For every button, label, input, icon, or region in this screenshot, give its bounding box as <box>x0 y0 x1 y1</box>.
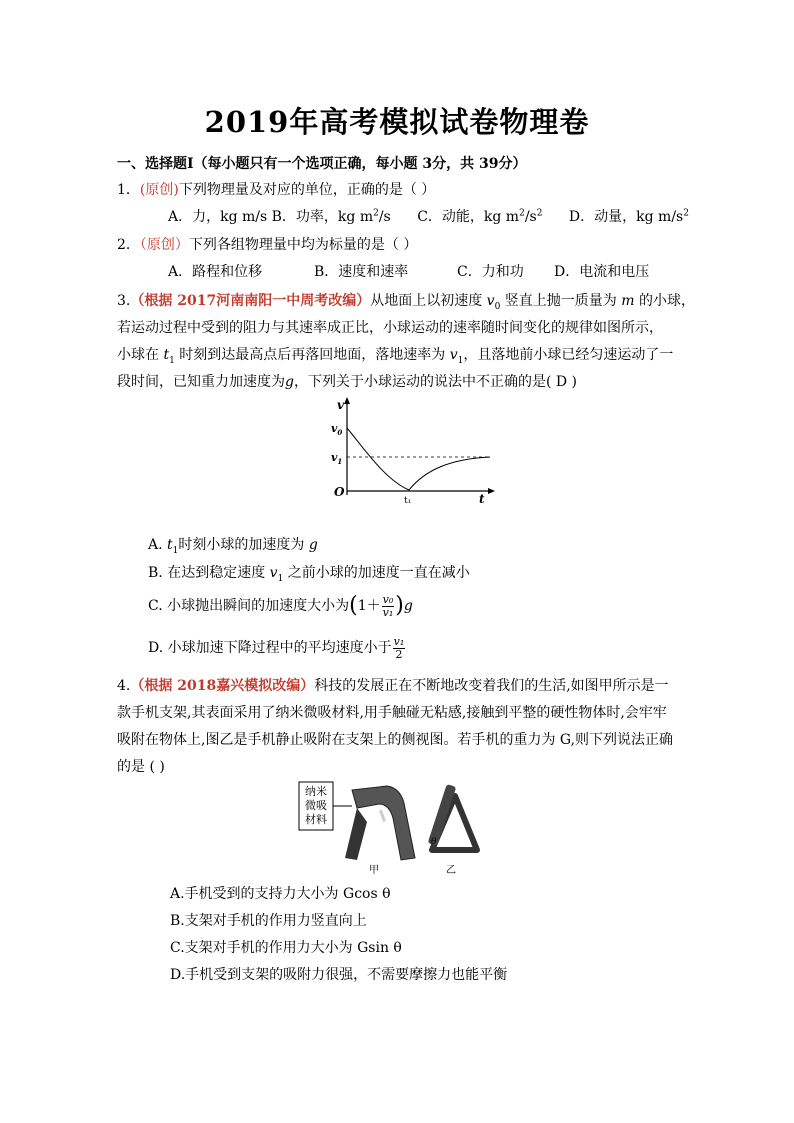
page-title: 2019年高考模拟试卷物理卷 <box>204 105 590 139</box>
q4-option-c: C.支架对手机的作用力大小为 Gsin θ <box>170 940 402 956</box>
q3-source: （根据 2017河南南阳一中周考改编） <box>130 293 371 309</box>
graph-y-label: v <box>337 398 344 412</box>
q2-option-b: B．速度和速率 <box>314 264 409 280</box>
figure-caption-yi: 乙 <box>446 865 456 876</box>
q3-line-3: 小球在 $t_1$ 时刻到达最高点后再落回地面，落地速率为 $v_1$，且落地前小球已经匀速运动了一 <box>117 347 674 366</box>
q1-option-c: C．动能，kg $m^2/s^2$ <box>417 208 543 225</box>
q3-velocity-graph <box>325 395 500 507</box>
q3-line-1: 3.（根据 2017河南南阳一中周考改编）从地面上以初速度 $v_0$ 竖直上抛一质量为 m 的小球， <box>117 293 695 312</box>
q2-text: 下列各组物理量中均为标量的是（ ） <box>188 237 418 253</box>
q3-number: 3. <box>117 293 131 309</box>
q4-line-2: 款手机支架,其表面采用了纳米微吸材料,用手触碰无粘感,接触到平整的硬性物体时,会牢牢 <box>117 705 667 721</box>
q3-line-2: 若运动过程中受到的阻力与其速率成正比，小球运动的速率随时间变化的规律如图所示， <box>117 320 663 336</box>
q4-line-4: 的是 ( ) <box>117 759 165 775</box>
figure-caption-jia: 甲 <box>369 865 379 876</box>
q3-option-c: C. 小球抛出瞬间的加速度大小为 ( 1＋ $\frac{\text{v₀}}{\text{v₁}}$ ) g <box>148 592 413 619</box>
q1-source: (原创) <box>139 182 179 198</box>
q1-options <box>168 208 689 226</box>
phone-stand-back <box>345 808 367 860</box>
graph-v0-label: $v_0$ <box>331 422 343 437</box>
q3-line-4: 段时间，已知重力加速度为g，下列关于小球运动的说法中不正确的是( D ) <box>117 374 578 390</box>
q2-source: （原创） <box>139 237 189 253</box>
q1-stem <box>117 181 435 199</box>
q1-option-a: A．力，kg m/s <box>168 209 268 225</box>
q3-option-b: B. 在达到稳定速度 $v_1$ 之前小球的加速度一直在减小 <box>148 565 470 584</box>
graph-x-label: t <box>479 492 485 506</box>
q4-line-1: 4.（根据 2018嘉兴模拟改编）科技的发展正在不断地改变着我们的生活,如图甲所示是一 <box>117 678 669 694</box>
angle-theta-label: θ <box>431 837 437 847</box>
q2-option-a: A．路程和位移 <box>168 264 263 280</box>
stand-slot <box>379 810 386 822</box>
svg-text:纳米: 纳米 <box>305 785 327 798</box>
graph-origin-label: O <box>334 485 345 499</box>
q4-option-a: A.手机受到的支持力大小为 Gcos θ <box>170 886 391 902</box>
q4-source: （根据 2018嘉兴模拟改编） <box>130 678 315 694</box>
q1-number: 1． <box>117 182 140 198</box>
section-heading: 一、选择题Ⅰ（每小题只有一个选项正确，每小题 3分，共 39分） <box>117 156 527 172</box>
q4-number: 4. <box>117 678 131 694</box>
q2-option-d: D．电流和电压 <box>554 264 650 280</box>
q1-option-d: D．动量，kg $m/s^2$ <box>568 208 689 225</box>
graph-curve <box>347 428 490 490</box>
q4-option-b: B.支架对手机的作用力竖直向上 <box>170 913 367 929</box>
svg-text:材料: 材料 <box>305 813 327 826</box>
q1-option-b: B．功率，kg $m^2/s$ <box>271 208 391 225</box>
q2-option-c: C．力和功 <box>457 264 524 280</box>
q2-stem <box>117 236 417 254</box>
q4-option-d: D.手机受到支架的吸附力很强，不需要摩擦力也能平衡 <box>170 967 508 983</box>
q3-option-a: A. $t_1$时刻小球的加速度为 g <box>148 537 318 556</box>
q1-text: 下列物理量及对应的单位，正确的是（ ） <box>178 182 436 198</box>
svg-text:微吸: 微吸 <box>305 799 327 812</box>
q4-phone-stand-figure <box>297 778 487 878</box>
q4-line-3: 吸附在物体上,图乙是手机静止吸附在支架上的侧视图。若手机的重力为 G,则下列说法正确 <box>117 732 674 748</box>
graph-y-arrow <box>344 397 350 404</box>
q2-number: 2． <box>117 237 140 253</box>
graph-x-arrow <box>488 488 495 494</box>
graph-t1-label: t₁ <box>404 496 412 506</box>
q3-option-d: D. 小球加速下降过程中的平均速度小于 $\frac{\text{v₁}}{2}$ <box>148 634 405 661</box>
graph-v1-label: $v_1$ <box>331 451 343 466</box>
q2-options <box>168 263 649 281</box>
